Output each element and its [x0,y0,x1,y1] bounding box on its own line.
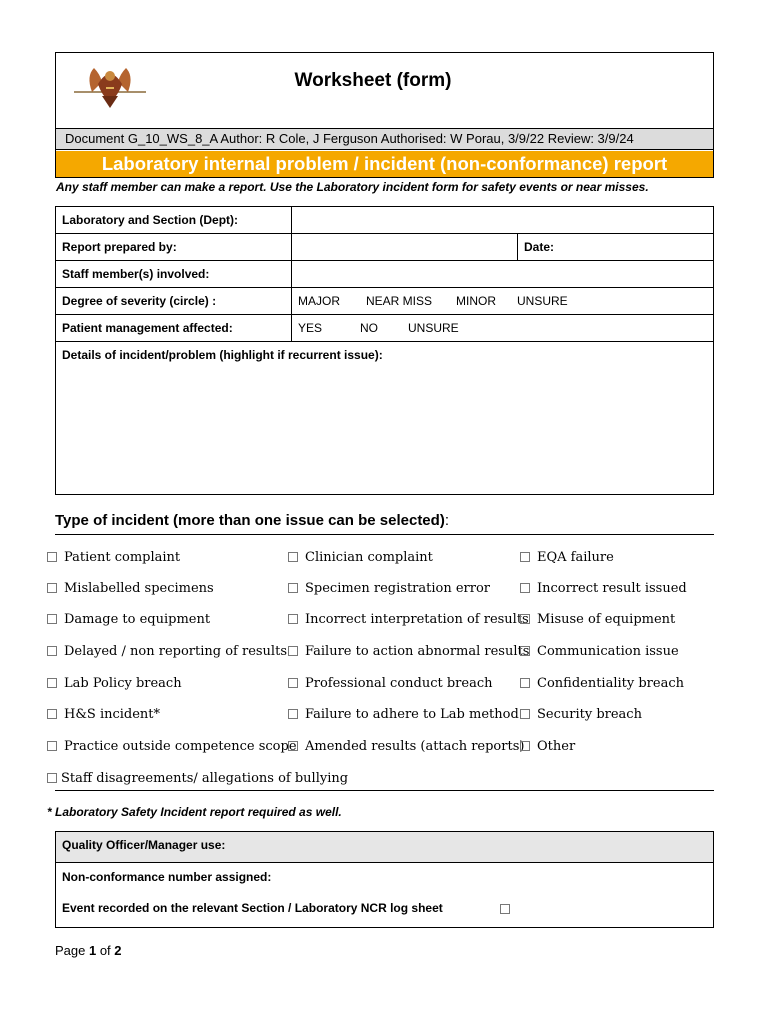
checkbox-event-recorded[interactable] [500,902,517,917]
details-label: Details of incident/problem (highlight if recurrent issue): [62,348,383,362]
patient-option-unsure[interactable]: UNSURE [408,321,459,335]
incident-types-title [55,512,449,529]
checkbox-icon [288,583,298,593]
form-row-details [56,342,714,495]
checkbox-label: Failure to adhere to Lab method [305,707,519,722]
checkbox-icon [47,741,57,751]
page-current: 1 [88,943,97,958]
checkbox-icon [288,552,298,562]
page-total: 2 [114,943,122,958]
checkbox-label: Incorrect interpretation of results [305,612,529,627]
checkbox-label: Amended results (attach reports) [305,739,525,754]
event-recorded-label: Event recorded on the relevant Section / Laboratory NCR log sheet [62,901,443,915]
checkbox-icon [520,678,530,688]
form-row-severity [56,288,714,315]
checkbox-label: Practice outside competence scope [64,739,297,754]
checkbox-clinician-complaint[interactable] [288,550,433,565]
staff-field[interactable] [292,261,714,288]
checkbox-label: Professional conduct breach [305,676,493,691]
checkbox-failure-to-adhere[interactable] [288,707,519,722]
form-row-staff [56,261,714,288]
checkbox-confidentiality-breach[interactable] [520,676,684,691]
png-emblem-logo [72,62,148,110]
checkbox-amended-results[interactable] [288,739,524,754]
checkbox-icon [520,709,530,719]
report-form-table [55,206,714,495]
form-row-section [56,207,714,234]
patient-option-no[interactable]: NO [360,321,378,335]
checkbox-label: Specimen registration error [305,581,491,596]
prepared-label: Report prepared by: [56,234,292,261]
checkbox-delayed-reporting[interactable] [47,644,287,659]
staff-label: Staff member(s) involved: [56,261,292,288]
checkbox-security-breach[interactable] [520,707,642,722]
section-label: Laboratory and Section (Dept): [56,207,292,234]
intro-note: Any staff member can make a report. Use the Laboratory incident form for safety events or near misses. [56,180,649,194]
checkbox-icon [47,552,57,562]
checkbox-failure-to-action[interactable] [288,644,529,659]
checkbox-label: Incorrect result issued [537,581,687,596]
checkbox-icon [288,741,298,751]
checkbox-other[interactable] [520,739,575,754]
incident-types-title-colon: : [444,512,449,529]
section-field[interactable] [292,207,714,234]
checkbox-icon [47,614,57,624]
checkbox-mislabelled-specimens[interactable] [47,581,214,596]
patient-label: Patient management affected: [56,315,292,342]
checkbox-label: H&S incident* [64,707,161,722]
details-field[interactable] [56,342,714,495]
patient-options [292,315,714,342]
checkbox-label: Communication issue [537,644,679,659]
page-prefix: Page [55,943,89,958]
checkbox-icon [520,614,530,624]
checkbox-icon [288,646,298,656]
severity-option-major[interactable]: MAJOR [298,294,340,308]
safety-footnote: * Laboratory Safety Incident report required as well. [47,805,342,819]
checkbox-incorrect-result-issued[interactable] [520,581,687,596]
checkbox-label: Lab Policy breach [64,676,182,691]
checkbox-patient-complaint[interactable] [47,550,180,565]
checkbox-label: Delayed / non reporting of results [64,644,287,659]
worksheet-title: Worksheet (form) [294,70,452,91]
checkbox-icon [288,709,298,719]
checkbox-staff-disagreements[interactable] [47,771,348,786]
checkbox-professional-conduct-breach[interactable] [288,676,492,691]
checkbox-icon [47,773,57,783]
patient-option-yes[interactable]: YES [298,321,323,335]
checkbox-label: EQA failure [537,550,614,565]
checkbox-icon [520,583,530,593]
checkbox-icon [47,709,57,719]
severity-option-unsure[interactable]: UNSURE [517,294,568,308]
severity-label: Degree of severity (circle) : [56,288,292,315]
form-row-patient [56,315,714,342]
checkbox-icon [520,646,530,656]
report-title-banner: Laboratory internal problem / incident (non-conformance) report [56,151,713,177]
checkbox-icon [288,614,298,624]
checkbox-label: Misuse of equipment [537,612,676,627]
severity-option-minor[interactable]: MINOR [456,294,496,308]
checkbox-label: Staff disagreements/ allegations of bullying [61,771,349,786]
checkbox-misuse-of-equipment[interactable] [520,612,675,627]
prepared-field[interactable] [292,234,518,261]
date-field[interactable] [518,234,714,261]
checkbox-eqa-failure[interactable] [520,550,614,565]
checkbox-communication-issue[interactable] [520,644,679,659]
checkbox-lab-policy-breach[interactable] [47,676,182,691]
checkbox-label: Failure to action abnormal results [305,644,530,659]
checkbox-damage-to-equipment[interactable] [47,612,210,627]
checkbox-incorrect-interpretation[interactable] [288,612,529,627]
checkbox-label: Confidentiality breach [537,676,684,691]
checkbox-practice-outside-scope[interactable] [47,739,297,754]
checkbox-icon [520,552,530,562]
checkbox-icon [47,583,57,593]
quality-officer-header: Quality Officer/Manager use: [56,832,713,863]
severity-option-near-miss[interactable]: NEAR MISS [366,294,433,308]
form-row-prepared [56,234,714,261]
checkbox-icon [520,741,530,751]
page-number [55,943,122,958]
checkbox-icon [500,904,510,914]
checkbox-icon [47,678,57,688]
checkbox-label: Damage to equipment [64,612,211,627]
page-of: of [96,943,115,958]
date-label: Date: [524,240,555,254]
checkbox-label: Other [537,739,576,754]
divider-line [55,534,714,535]
divider-line [55,790,714,791]
checkbox-label: Patient complaint [64,550,181,565]
checkbox-specimen-registration-error[interactable] [288,581,490,596]
severity-options [292,288,714,315]
checkbox-icon [288,678,298,688]
checkbox-label: Security breach [537,707,642,722]
checkbox-label: Clinician complaint [305,550,433,565]
checkbox-icon [47,646,57,656]
ncr-number-label: Non-conformance number assigned: [62,870,272,884]
checkbox-hs-incident[interactable] [47,707,160,722]
incident-types-title-text: Type of incident (more than one issue can be selected) [55,512,445,529]
checkbox-label: Mislabelled specimens [64,581,214,596]
document-control-line: Document G_10_WS_8_A Author: R Cole, J Ferguson Authorised: W Porau, 3/9/22 Review: 3/9/24 [56,128,713,150]
